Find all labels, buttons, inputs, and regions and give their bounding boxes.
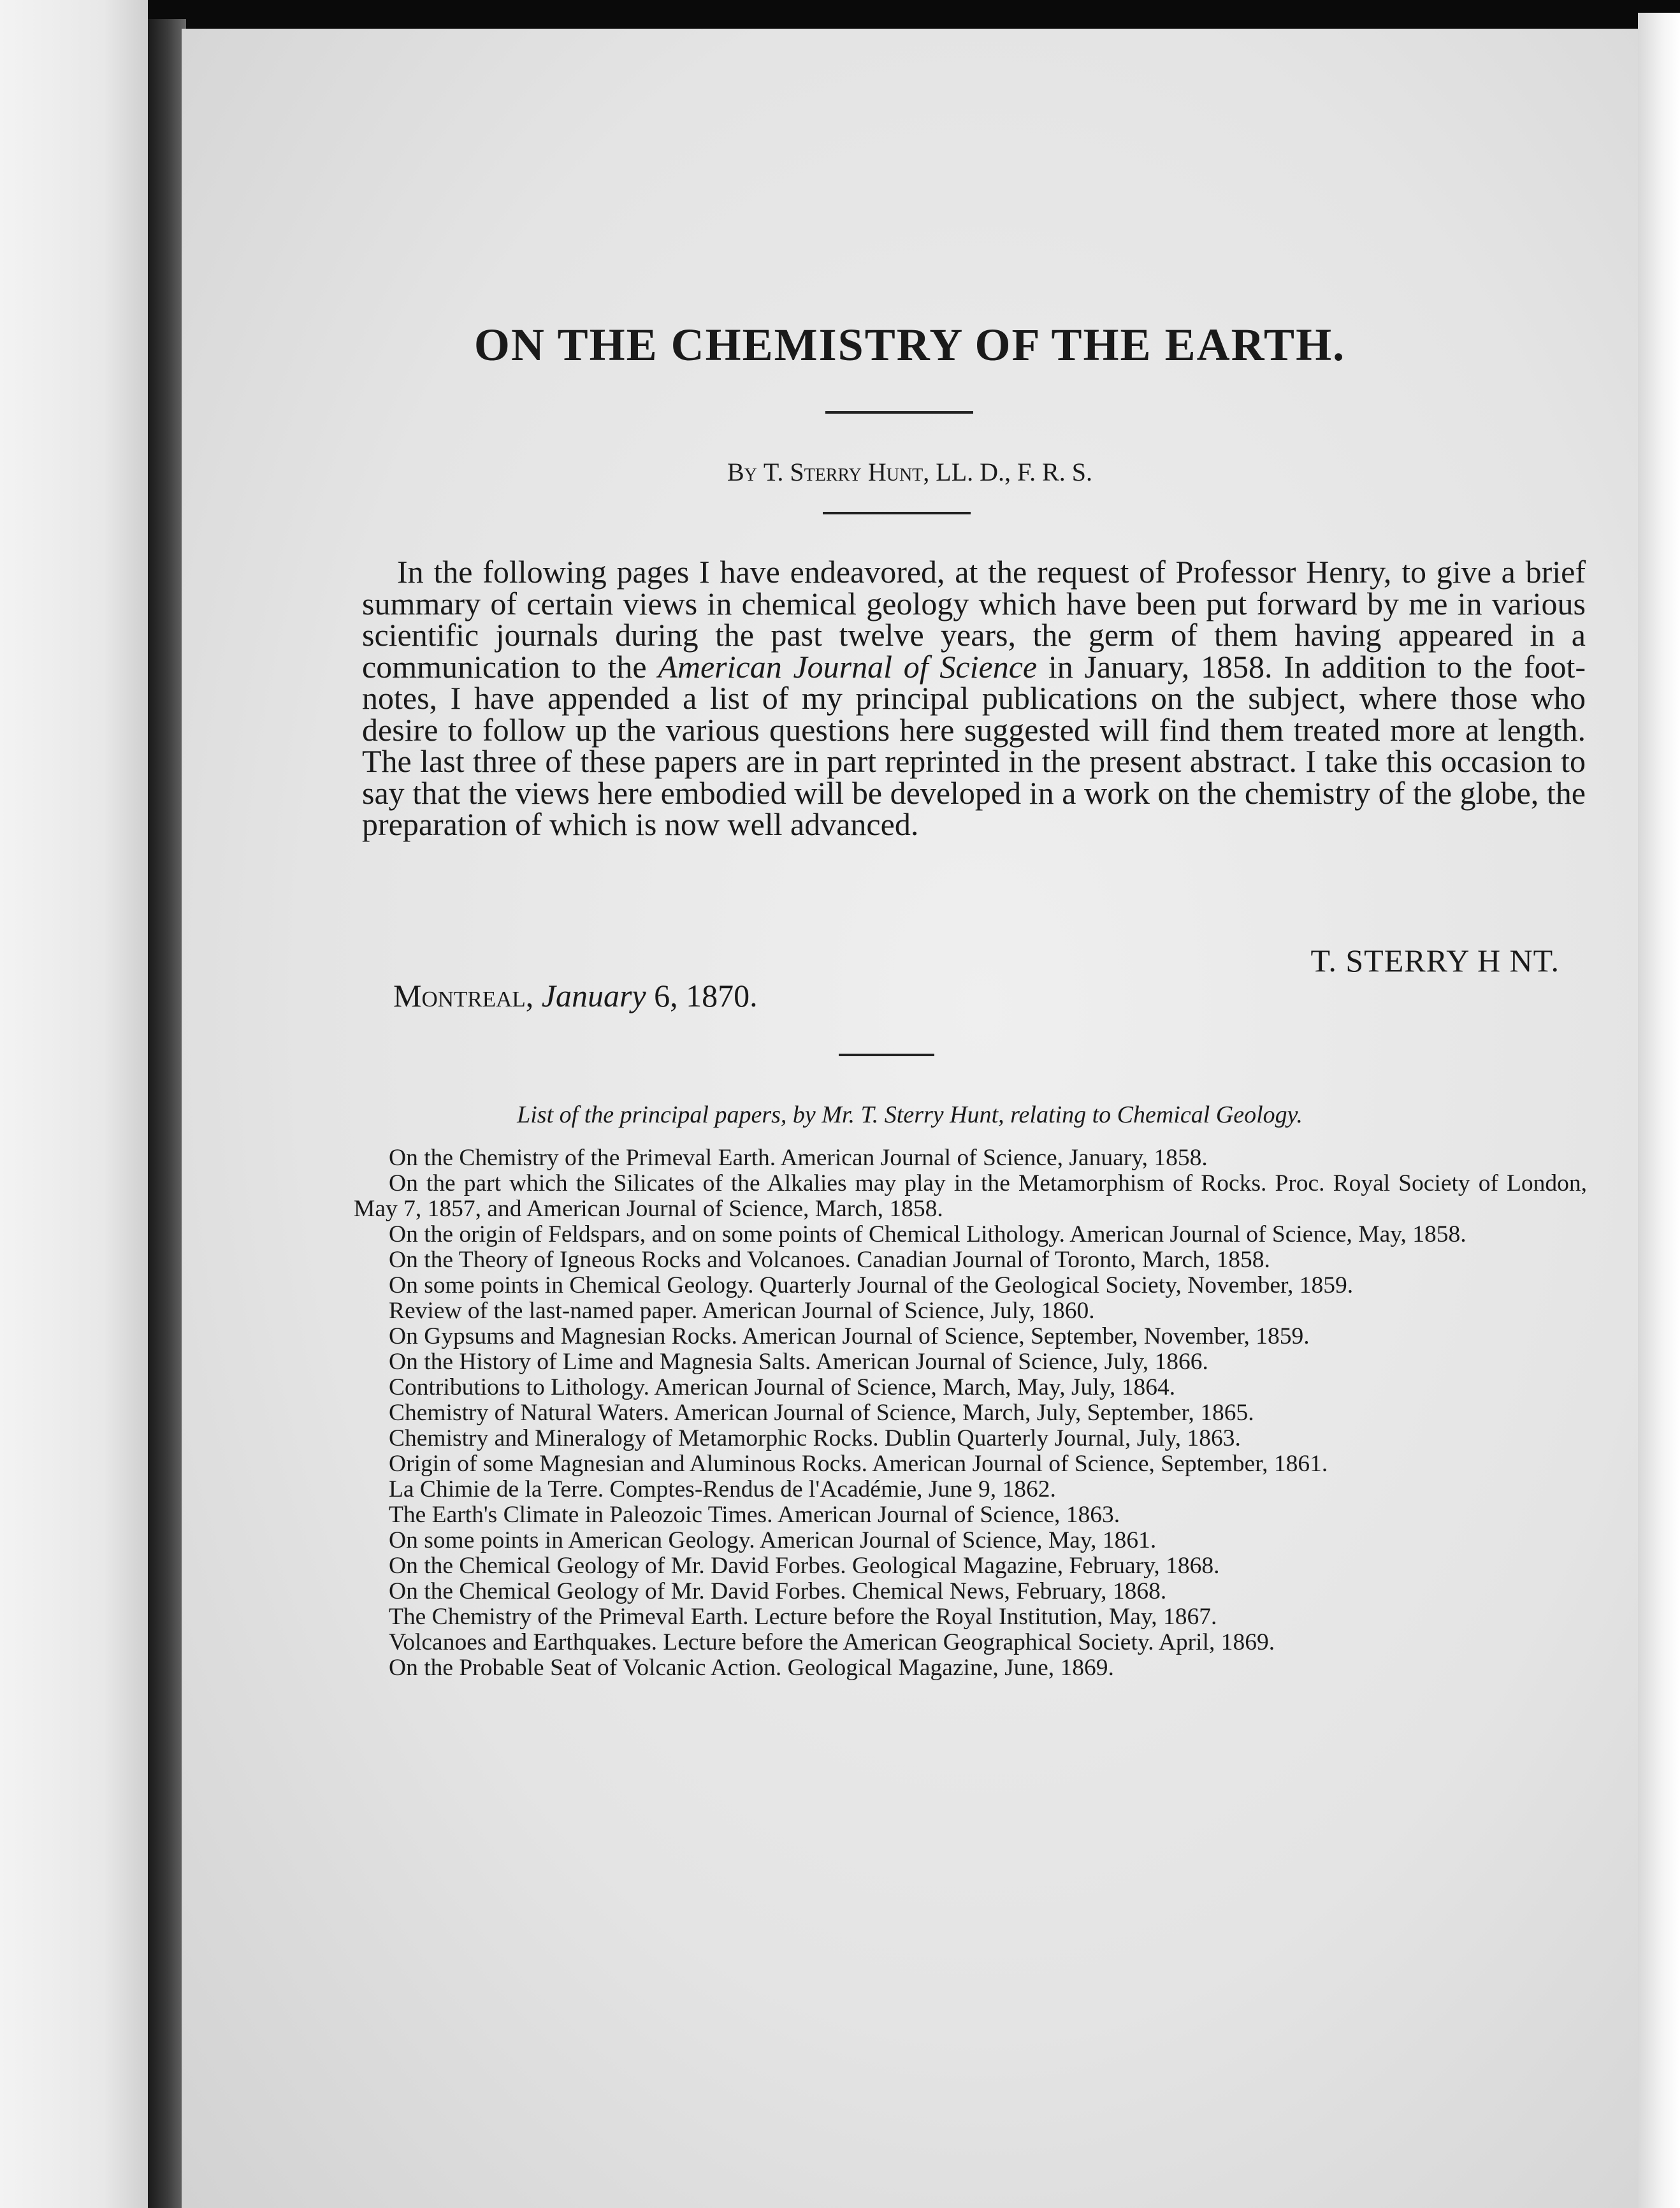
list-item: Contributions to Lithology. American Journal of Science, March, May, July, 1864. xyxy=(389,1374,1176,1400)
list-item: On the History of Lime and Magnesia Salts. American Journal of Science, July, 1866. xyxy=(389,1349,1208,1375)
byline-prefix: By xyxy=(727,458,757,486)
page-edge-strip xyxy=(1638,13,1680,2208)
dateline-month: January xyxy=(541,978,646,1013)
list-item: On the Probable Seat of Volcanic Action. Geological Magazine, June, 1869. xyxy=(389,1655,1114,1681)
dateline xyxy=(393,977,758,1014)
list-item: On some points in American Geology. American Journal of Science, May, 1861. xyxy=(389,1527,1157,1553)
preface-text-start: In the following pages I have endeavored, at the request of Professor Henry, to give a brief summary of certain views in chemical geology which have been put forward by me in various scientific journals during the past twelve years, the germ of them having appeared in a communication to the xyxy=(362,554,1586,685)
section-rule xyxy=(839,1054,934,1056)
list-item: On the part which the Silicates of the Alkalies may play in the Metamorphism of Rocks. Proc. Royal Society of London, May 7, 1857, and American Journal of Science, March, 1858. xyxy=(354,1170,1587,1222)
papers-list-heading: List of the principal papers, by Mr. T. Sterry Hunt, relating to Chemical Geology. xyxy=(517,1101,1303,1128)
dateline-date: 6, 1870. xyxy=(654,978,758,1013)
preface-paragraph xyxy=(362,556,1586,841)
facing-page-edge xyxy=(0,0,148,2208)
byline-rule xyxy=(823,512,971,514)
title-rule xyxy=(825,411,973,414)
list-item: On the Chemical Geology of Mr. David Forbes. Geological Magazine, February, 1868. xyxy=(389,1553,1220,1579)
list-item: On some points in Chemical Geology. Quarterly Journal of the Geological Society, November, 1859. xyxy=(389,1272,1354,1298)
list-item: Volcanoes and Earthquakes. Lecture before the American Geographical Society. April, 1869. xyxy=(389,1629,1275,1655)
list-item: On the Chemical Geology of Mr. David Forbes. Chemical News, February, 1868. xyxy=(389,1578,1167,1604)
list-item: La Chimie de la Terre. Comptes-Rendus de l'Académie, June 9, 1862. xyxy=(389,1476,1056,1502)
list-item: On the Chemistry of the Primeval Earth. American Journal of Science, January, 1858. xyxy=(389,1145,1208,1171)
list-item: The Chemistry of the Primeval Earth. Lecture before the Royal Institution, May, 1867. xyxy=(389,1604,1217,1630)
byline-credentials: , LL. D., F. R. S. xyxy=(923,458,1093,486)
list-item: Origin of some Magnesian and Aluminous Rocks. American Journal of Science, September, 1861. xyxy=(389,1451,1328,1477)
list-item: On Gypsums and Magnesian Rocks. American Journal of Science, September, November, 1859. xyxy=(389,1323,1310,1349)
list-item: The Earth's Climate in Paleozoic Times. American Journal of Science, 1863. xyxy=(389,1502,1120,1528)
list-item: On the Theory of Igneous Rocks and Volcanoes. Canadian Journal of Toronto, March, 1858. xyxy=(389,1247,1270,1273)
book-gutter xyxy=(148,19,186,2208)
papers-list xyxy=(354,1145,1587,1681)
document-page xyxy=(182,29,1638,2208)
list-item: On the origin of Feldspars, and on some points of Chemical Lithology. American Journal of Science, May, 1858. xyxy=(389,1221,1466,1247)
list-item: Review of the last-named paper. American Journal of Science, July, 1860. xyxy=(389,1298,1095,1324)
dateline-place: Montreal, xyxy=(393,978,534,1013)
list-item: Chemistry of Natural Waters. American Journal of Science, March, July, September, 1865. xyxy=(389,1400,1254,1426)
article-title: ON THE CHEMISTRY OF THE EARTH. xyxy=(474,319,1346,370)
byline-author: T. Sterry Hunt xyxy=(763,458,923,486)
list-item: Chemistry and Mineralogy of Metamorphic Rocks. Dublin Quarterly Journal, July, 1863. xyxy=(389,1425,1241,1451)
preface-journal-name: American Journal of Science xyxy=(658,648,1038,685)
author-signature: T. STERRY H NT. xyxy=(1310,943,1560,978)
preface-text-end: in January, 1858. In addition to the foot-notes, I have appended a list of my principal publications on the subject, where those who desire to follow up the various questions here suggested will find them treated more at length. The last three of these papers are in part reprinted in the present abstract. I take this occasion to say that the views here embodied will be developed in a work on the chemistry of the globe, the preparation of which is now well advanced. xyxy=(362,648,1586,842)
author-byline xyxy=(182,457,1638,487)
